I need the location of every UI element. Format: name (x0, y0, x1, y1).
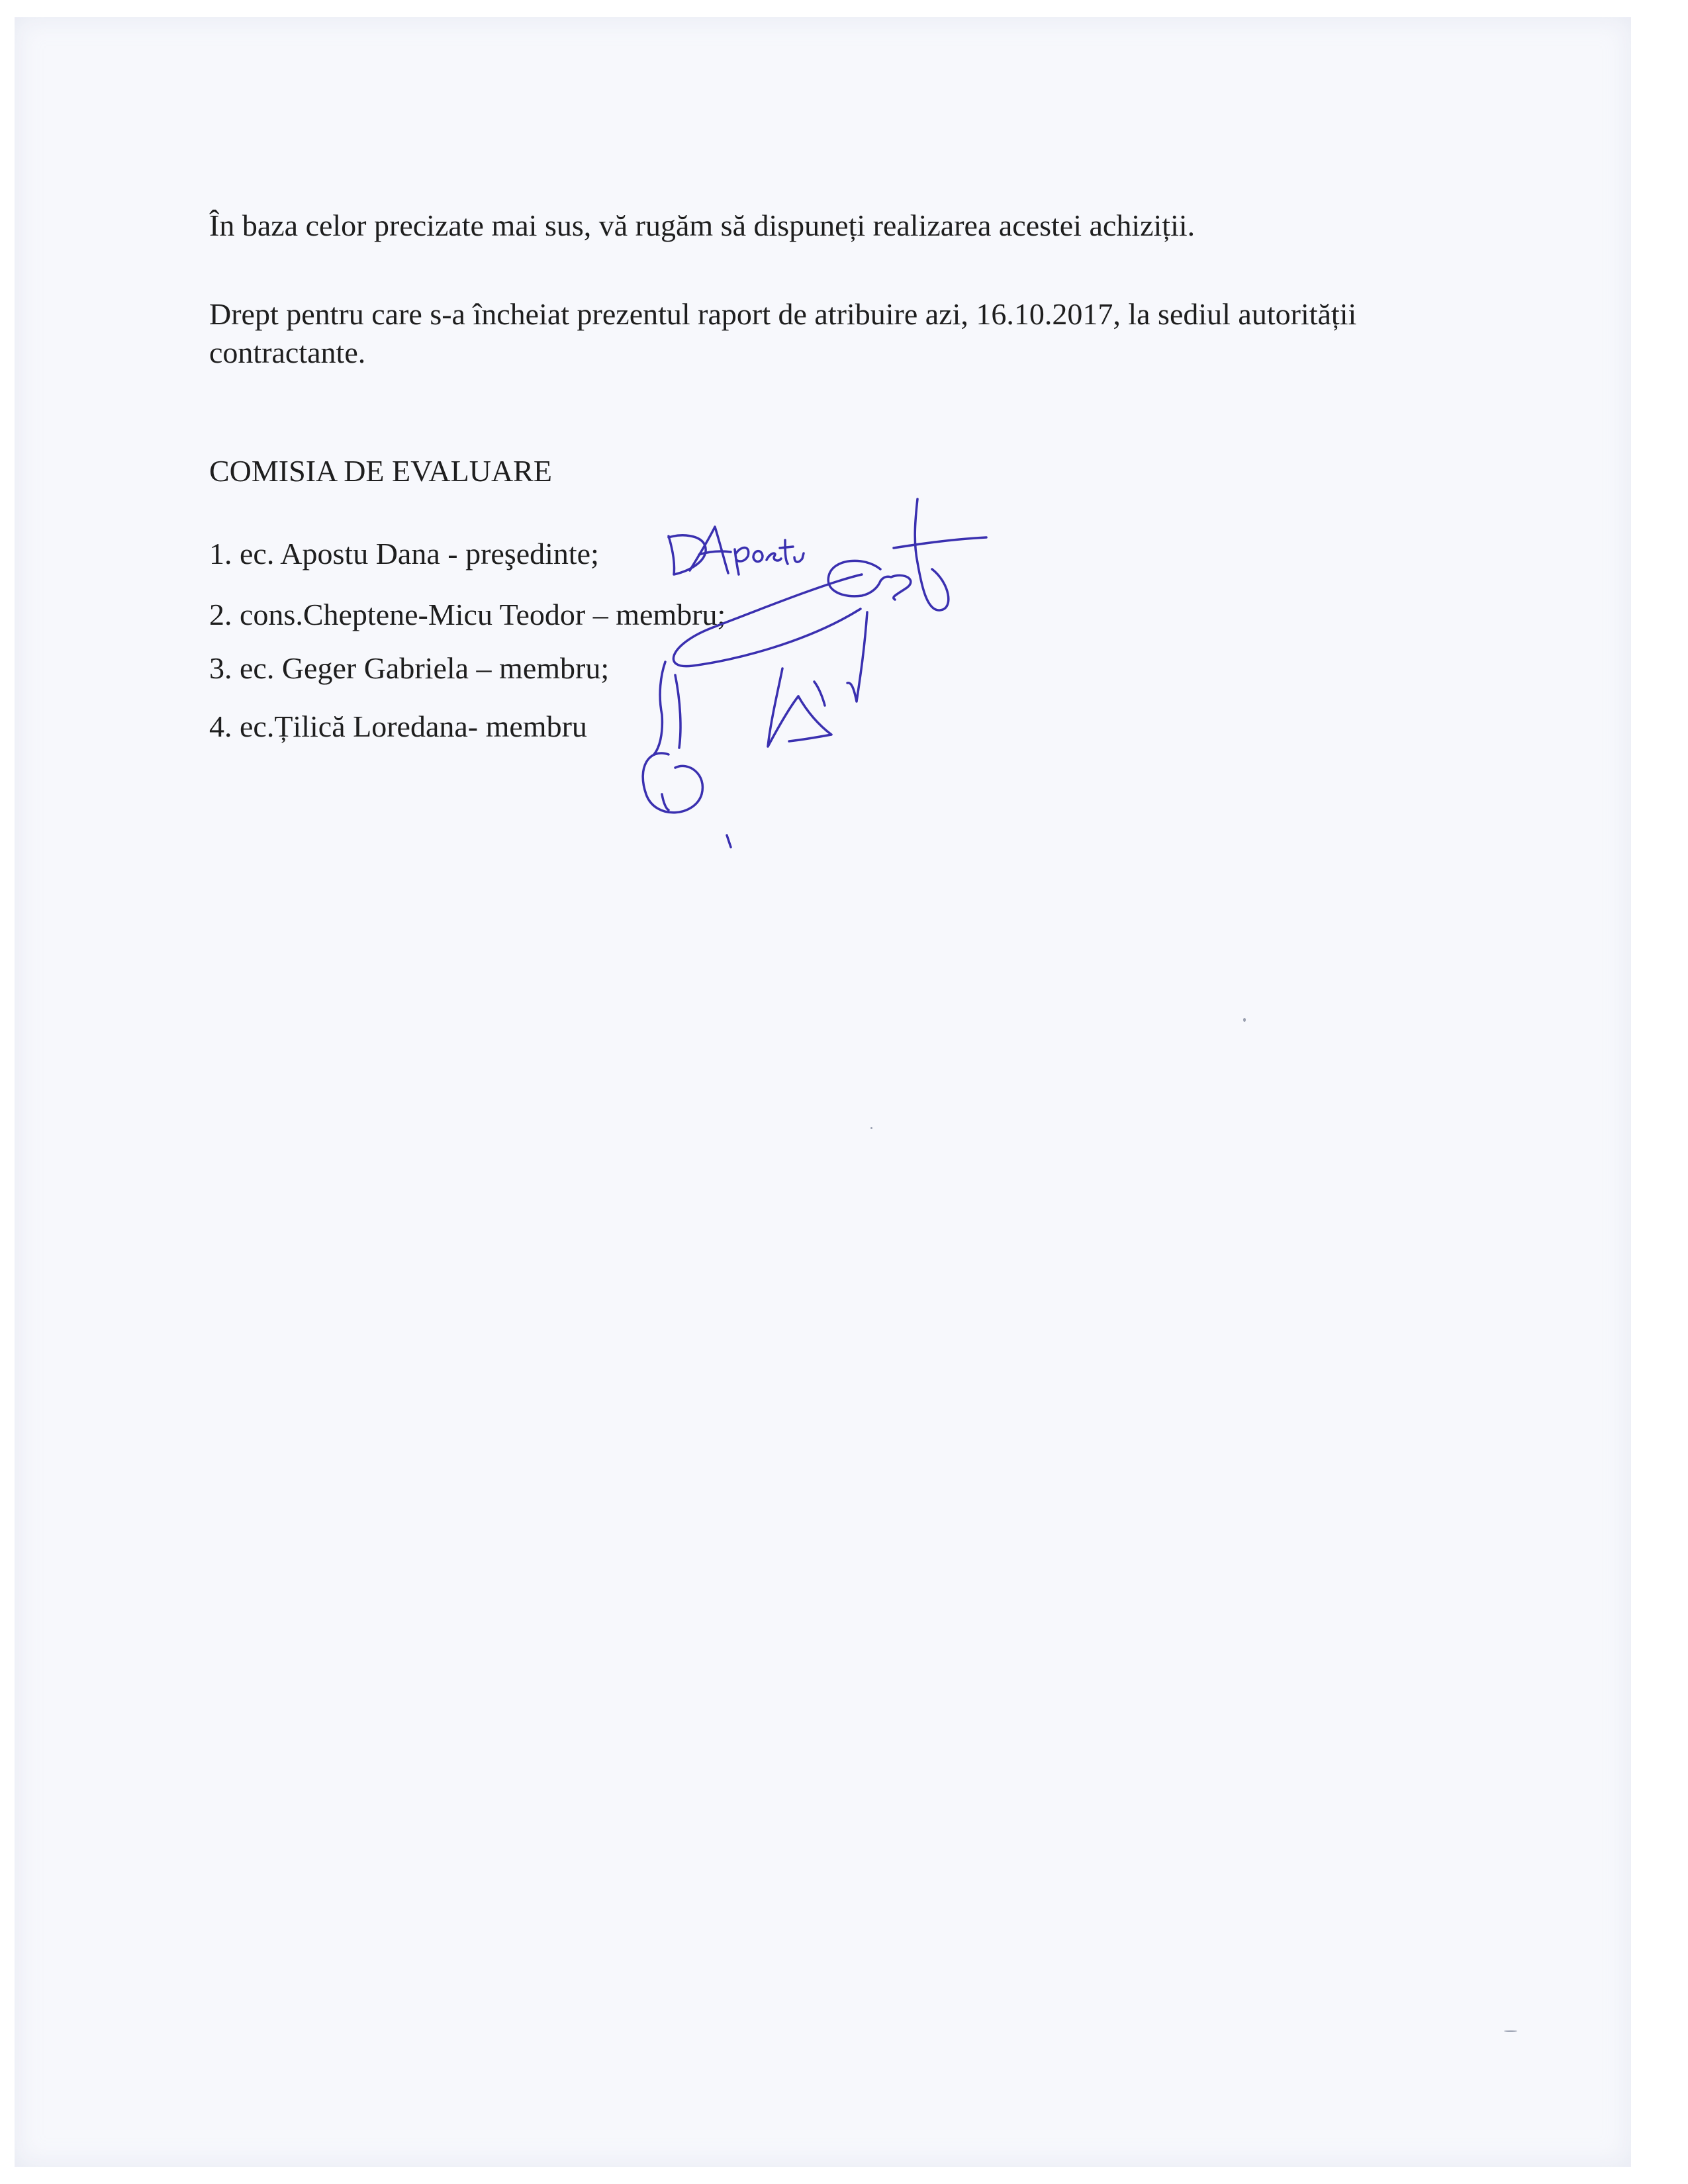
commission-heading: COMISIA DE EVALUARE (209, 454, 552, 488)
member-item-4: 4. ec.Țilică Loredana- membru (209, 709, 587, 743)
scan-speck (1504, 2030, 1517, 2032)
closing-paragraph: În baza celor precizate mai sus, vă rugăm să dispuneți realizarea acestei achiziții. (209, 208, 1196, 242)
attribution-paragraph-line-1: Drept pentru care s-a încheiat prezentul raport de atribuire azi, 16.10.2017, la sediul autorității (209, 297, 1357, 331)
attribution-paragraph-line-2: contractante. (209, 336, 366, 369)
member-item-3: 3. ec. Geger Gabriela – membru; (209, 651, 610, 685)
scan-speck (1243, 1018, 1246, 1022)
member-item-1: 1. ec. Apostu Dana - preşedinte; (209, 537, 599, 570)
member-item-2: 2. cons.Cheptene-Micu Teodor – membru; (209, 598, 726, 631)
scan-speck (870, 1127, 872, 1129)
